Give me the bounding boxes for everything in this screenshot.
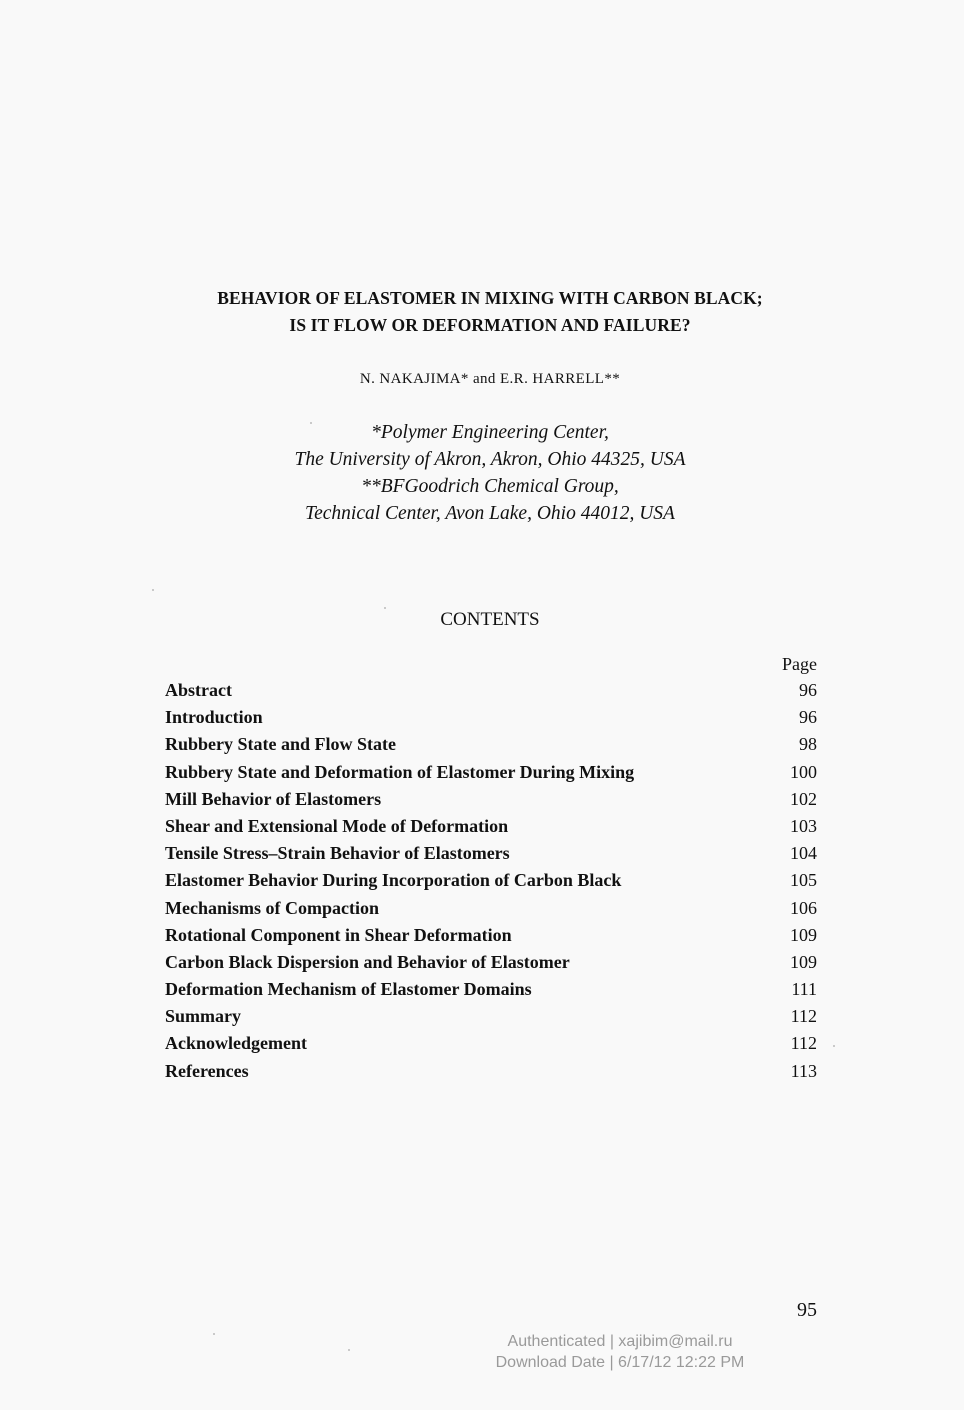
toc-entry-title: Rubbery State and Flow State — [165, 734, 397, 755]
toc-entry-page: 100 — [790, 761, 817, 782]
toc-entry — [165, 1005, 817, 1032]
scan-speck — [384, 607, 386, 609]
toc-entry-page: 96 — [799, 680, 817, 700]
affiliation-line-1: *Polymer Engineering Center, — [371, 422, 609, 443]
toc-entry — [165, 842, 817, 869]
toc-entry-page: 105 — [790, 870, 817, 891]
toc-entry — [165, 1060, 817, 1087]
toc-entry-page: 102 — [790, 788, 817, 809]
table-of-contents — [165, 679, 817, 1087]
toc-entry-title: Carbon Black Dispersion and Behavior of Elastomer — [165, 951, 570, 972]
toc-entry-title: Mechanisms of Compaction — [165, 897, 379, 918]
toc-entry — [165, 733, 817, 760]
paper-title-line-1: BEHAVIOR OF ELASTOMER IN MIXING WITH CARBON BLACK; — [217, 288, 763, 308]
toc-entry-page: 113 — [790, 1060, 817, 1081]
scan-speck — [833, 1045, 835, 1047]
toc-entry-page: 109 — [790, 951, 817, 972]
toc-entry-page: 106 — [790, 897, 817, 918]
scan-speck — [348, 1349, 350, 1351]
watermark-authenticated: Authenticated | xajibim@mail.ru — [507, 1333, 733, 1350]
page-number: 95 — [797, 1299, 817, 1321]
toc-entry-title: Acknowledgement — [165, 1033, 307, 1054]
watermark-download-date: Download Date | 6/17/12 12:22 PM — [495, 1354, 745, 1371]
toc-entry — [165, 924, 817, 951]
toc-entry-title: References — [165, 1060, 249, 1081]
toc-entry — [165, 761, 817, 788]
affiliation-line-3: **BFGoodrich Chemical Group, — [361, 476, 619, 497]
toc-entry-page: 103 — [790, 815, 817, 836]
toc-entry-page: 111 — [791, 979, 817, 1000]
toc-entry — [165, 897, 817, 924]
toc-entry-title: Abstract — [165, 680, 232, 700]
authors: N. NAKAJIMA* and E.R. HARRELL** — [359, 371, 621, 387]
toc-entry-title: Tensile Stress–Strain Behavior of Elastomers — [165, 843, 510, 864]
toc-entry-page: 98 — [799, 734, 817, 755]
toc-entry — [165, 869, 817, 896]
toc-entry-title: Rubbery State and Deformation of Elastomer During Mixing — [165, 761, 635, 782]
affiliation-line-4: Technical Center, Avon Lake, Ohio 44012, USA — [305, 503, 675, 524]
toc-entry-title: Introduction — [165, 707, 263, 728]
toc-entry — [165, 679, 817, 706]
scan-speck — [310, 422, 312, 424]
toc-entry — [165, 706, 817, 733]
toc-entry-title: Shear and Extensional Mode of Deformation — [165, 815, 509, 836]
toc-entry — [165, 978, 817, 1005]
toc-entry-page: 96 — [799, 707, 817, 728]
toc-entry — [165, 1032, 817, 1059]
toc-entry-page: 109 — [790, 924, 817, 945]
toc-entry-title: Deformation Mechanism of Elastomer Domains — [165, 979, 532, 1000]
paper-title-line-2: IS IT FLOW OR DEFORMATION AND FAILURE? — [289, 315, 691, 335]
toc-entry — [165, 788, 817, 815]
scan-speck — [213, 1333, 215, 1335]
scan-speck — [152, 589, 154, 591]
toc-entry-title: Summary — [165, 1006, 241, 1027]
toc-entry-title: Mill Behavior of Elastomers — [165, 788, 382, 809]
toc-entry — [165, 815, 817, 842]
toc-entry-page: 112 — [790, 1006, 817, 1027]
toc-entry-page: 104 — [790, 843, 817, 864]
toc-entry — [165, 951, 817, 978]
toc-entry-title: Elastomer Behavior During Incorporation of Carbon Black — [165, 870, 622, 891]
toc-entry-page: 112 — [790, 1033, 817, 1054]
toc-entry-title: Rotational Component in Shear Deformation — [165, 924, 512, 945]
contents-heading: CONTENTS — [440, 609, 540, 630]
page-column-header: Page — [782, 654, 817, 674]
affiliation-line-2: The University of Akron, Akron, Ohio 44325, USA — [294, 449, 686, 470]
